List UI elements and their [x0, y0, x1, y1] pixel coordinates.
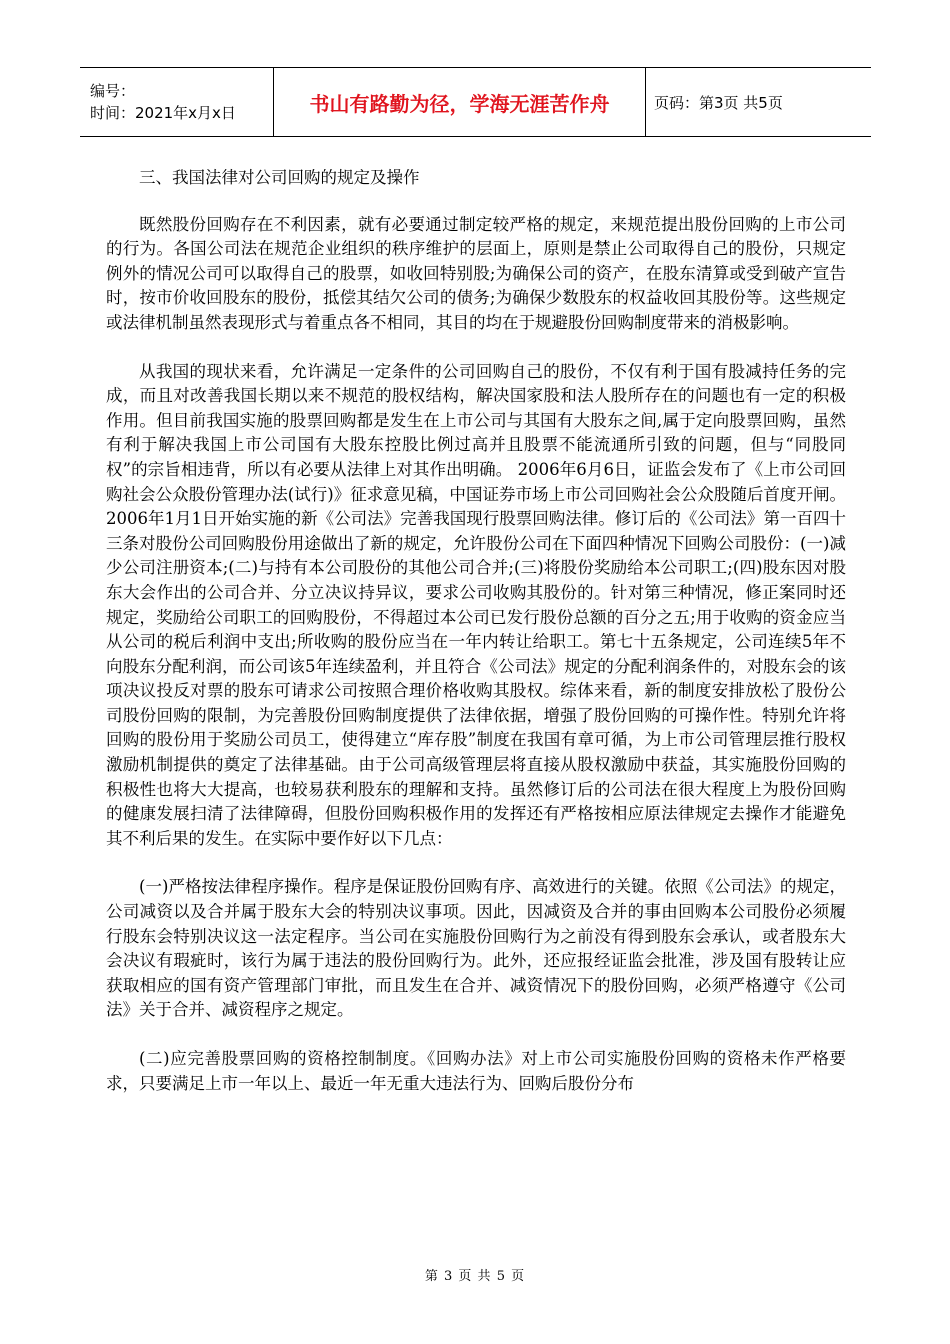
header-page-info: 页码：第3页 共5页: [654, 93, 783, 112]
header-motto: 书山有路勤为径，学海无涯苦作舟: [274, 68, 646, 136]
paragraph-3: (一)严格按法律程序操作。程序是保证股份回购有序、高效进行的关键。依照《公司法》的规定，公司减资以及合并属于股东大会的特别决议事项。因此，因减资及合并的事由回购本公司股份必须履行股东会特别决议这一法定程序。当公司在实施股份回购行为之前没有得到股东会承认，或者股东大会决议有瑕疵时，该行为属于违法的股份回购行为。此外，还应报经证监会批准，涉及国有股转让应获取相应的国有资产管理部门审批，而且发生在合并、减资情况下的股份回购，必须严格遵守《公司法》关于合并、减资程序之规定。: [106, 877, 846, 1020]
page-footer: 第 3 页 共 5 页: [424, 1269, 526, 1284]
paragraph-2: 从我国的现状来看，允许满足一定条件的公司回购自己的股份，不仅有利于国有股减持任务的完成，而且对改善我国长期以来不规范的股权结构，解决国家股和法人股所存在的问题也有一定的积极作用。但目前我国实施的股票回购都是发生在上市公司与其国有大股东之间,属于定向股票回购，虽然有利于解决我国上市公司国有大股东控股比例过高并且股票不能流通所引致的问题，但与“同股同权”的宗旨相违背，所以有必要从法律上对其作出明确。 2006年6月6日，证监会发布了《上市公司回购社会公众股份管理办法(试行)》征求意见稿，中国证券市场上市公司回购社会公众股随后首度开闸。2006年1月1日开始实施的新《公司法》完善我国现行股票回购法律。修订后的《公司法》第一百四十三条对股份公司回购股份用途做出了新的规定，允许股份公司在下面四种情况下回购公司股份：(一)减少公司注册资本;(二)与持有本公司股份的其他公司合并;(三)将股份奖励给本公司职工;(四)股东因对股东大会作出的公司合并、分立决议持异议，要求公司收购其股份的。针对第三种情况，修正案同时还规定，奖励给公司职工的回购股份，不得超过本公司已发行股份总额的百分之五;用于收购的资金应当从公司的税后利润中支出;所收购的股份应当在一年内转让给职工。第七十五条规定，公司连续5年不向股东分配利润，而公司该5年连续盈利，并且符合《公司法》规定的分配利润条件的，对股东会的该项决议投反对票的股东可请求公司按照合理价格收购其股权。综体来看，新的制度安排放松了股份公司股份回购的限制，为完善股份回购制度提供了法律依据，增强了股份回购的可操作性。特别允许将回购的股份用于奖励公司员工，使得建立“库存股”制度在我国有章可循，为上市公司管理层推行股权激励机制提供的奠定了法律基础。由于公司高级管理层将直接从股权激励中获益，其实施股份回购的积极性也将大大提高，也较易获利股东的理解和支持。虽然修订后的公司法在很大程度上为股份回购的健康发展扫清了法律障碍，但股份回购积极作用的发挥还有严格按相应原法律规定去操作才能避免其不利后果的发生。在实际中要作好以下几点：: [106, 361, 846, 848]
document-number-label: 编号：: [90, 82, 136, 100]
document-time-label: 时间：2021年x月x日: [90, 104, 236, 122]
paragraph-4: (二)应完善股票回购的资格控制制度。《回购办法》对上市公司实施股份回购的资格未作严格要求，只要满足上市一年以上、最近一年无重大违法行为、回购后股份分布: [106, 1049, 846, 1093]
paragraph-1: 既然股份回购存在不利因素，就有必要通过制定较严格的规定，来规范提出股份回购的上市公司的行为。各国公司法在规范企业组织的秩序维护的层面上，原则是禁止公司取得自己的股份，只规定例外的情况公司可以取得自己的股票，如收回特别股;为确保公司的资产，在股东清算或受到破产宣告时，按市价收回股东的股份，抵偿其结欠公司的债务;为确保少数股东的权益收回其股份等。这些规定或法律机制虽然表现形式与着重点各不相同，其目的均在于规避股份回购制度带来的消极影响。: [106, 214, 846, 332]
document-body: [106, 166, 846, 1120]
page-header: [80, 67, 871, 137]
header-meta: [80, 68, 274, 136]
section-heading: 三、我国法律对公司回购的规定及操作: [139, 168, 420, 187]
